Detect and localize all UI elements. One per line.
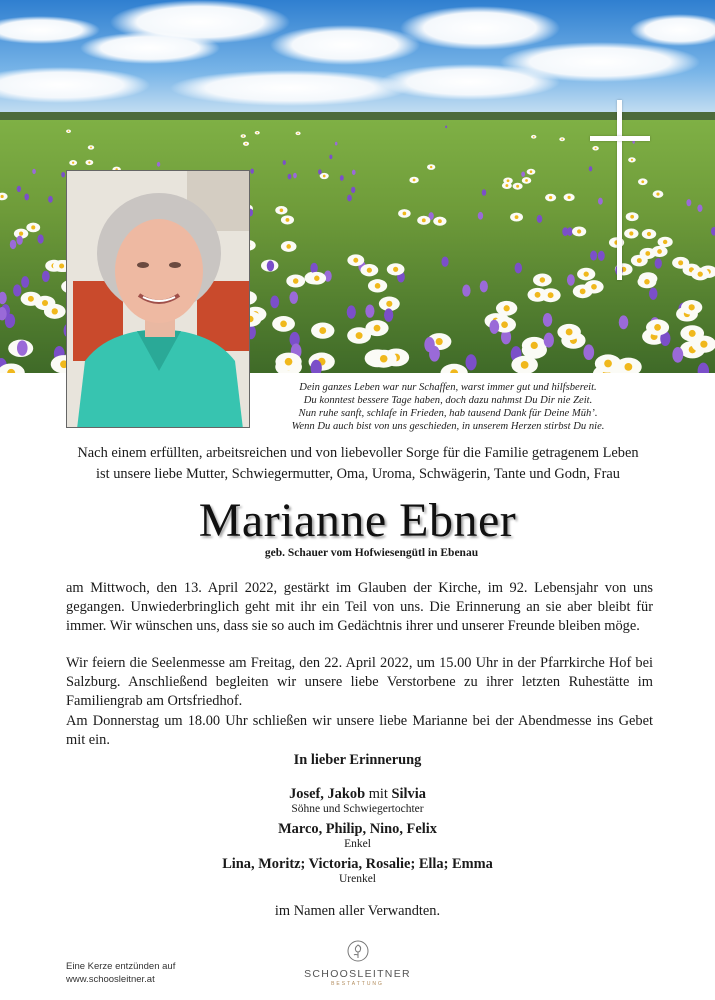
- deceased-name: Marianne Ebner: [198, 494, 517, 547]
- body-paragraph-death: am Mittwoch, den 13. April 2022, gestärkt im Glauben der Kirche, im 92. Lebensjahr von uns gegangen. Unwiederbringlich geht mit ihr ein Teil von uns. Die Erinnerung an sie aber bleibt für immer. Wir wünschen uns, dass sie so auch im Gedächtnis ihrer und unserer Freunde bleiben möge.: [66, 580, 653, 634]
- closing-line: im Namen aller Verwandten.: [274, 903, 441, 919]
- logo-name: SCHOOSLEITNER: [304, 968, 411, 980]
- rose-icon: [347, 940, 369, 962]
- mourner-relation: Söhne und Schwiegertochter: [291, 803, 424, 815]
- intro-text: [66, 443, 650, 485]
- mourner-group-grandchildren: Marco, Philip, Nino, Felix: [278, 821, 437, 837]
- candle-website-link[interactable]: www.schoosleitner.at: [66, 974, 155, 985]
- mourner-joiner: mit: [368, 786, 388, 802]
- poem: [262, 381, 634, 433]
- portrait-photo: [66, 170, 250, 428]
- memory-heading: In lieber Erinnerung: [293, 752, 422, 768]
- logo-subtitle: BESTATTUNG: [331, 981, 384, 987]
- cross-icon: [590, 100, 650, 280]
- poem-line: Nun ruhe sanft, schlafe in Frieden, hab tausend Dank für Deine Müh’.: [298, 408, 598, 419]
- mourner-names: Josef, Jakob: [289, 786, 366, 802]
- poem-line: Dein ganzes Leben war nur Schaffen, warst immer gut und hilfsbereit.: [299, 382, 597, 393]
- mourner-partner: Silvia: [391, 786, 426, 802]
- birth-name-line: geb. Schauer vom Hofwiesengütl in Ebenau: [264, 547, 479, 559]
- poem-line: Du konntest bessere Tage haben, doch dazu nahmst Du Dir nie Zeit.: [303, 395, 593, 406]
- mourner-relation: Enkel: [344, 838, 371, 850]
- candle-note: [66, 960, 175, 986]
- candle-note-text: Eine Kerze entzünden auf: [66, 961, 176, 972]
- body-paragraph-funeral: Wir feiern die Seelenmesse am Freitag, den 22. April 2022, um 15.00 Uhr in der Pfarrkirche Hof bei Salzburg. Anschließend begleiten wir unsere liebe Verstorbene zu ihrer letzten Ruhestätte im Familiengrab am Ortsfriedhof.: [66, 655, 653, 709]
- intro-line: Nach einem erfüllten, arbeitsreichen und von liebevoller Sorge für die Familie getragenem Leben: [77, 445, 639, 461]
- intro-line: ist unsere liebe Mutter, Schwiegermutter, Oma, Uroma, Schwägerin, Tante und Godn, Frau: [96, 466, 620, 482]
- mourner-group-great-grandchildren: Lina, Moritz; Victoria, Rosalie; Ella; Emma: [222, 856, 493, 872]
- poem-line: Wenn Du auch bist von uns geschieden, in unserem Herzen stirbst Du nie.: [291, 421, 605, 432]
- body-paragraph-mass: Am Donnerstag um 18.00 Uhr schließen wir unsere liebe Marianne bei der Abendmesse ins Gebet mit ein.: [66, 713, 653, 748]
- mourner-relation: Urenkel: [338, 873, 377, 885]
- funeral-home-logo: [300, 940, 415, 988]
